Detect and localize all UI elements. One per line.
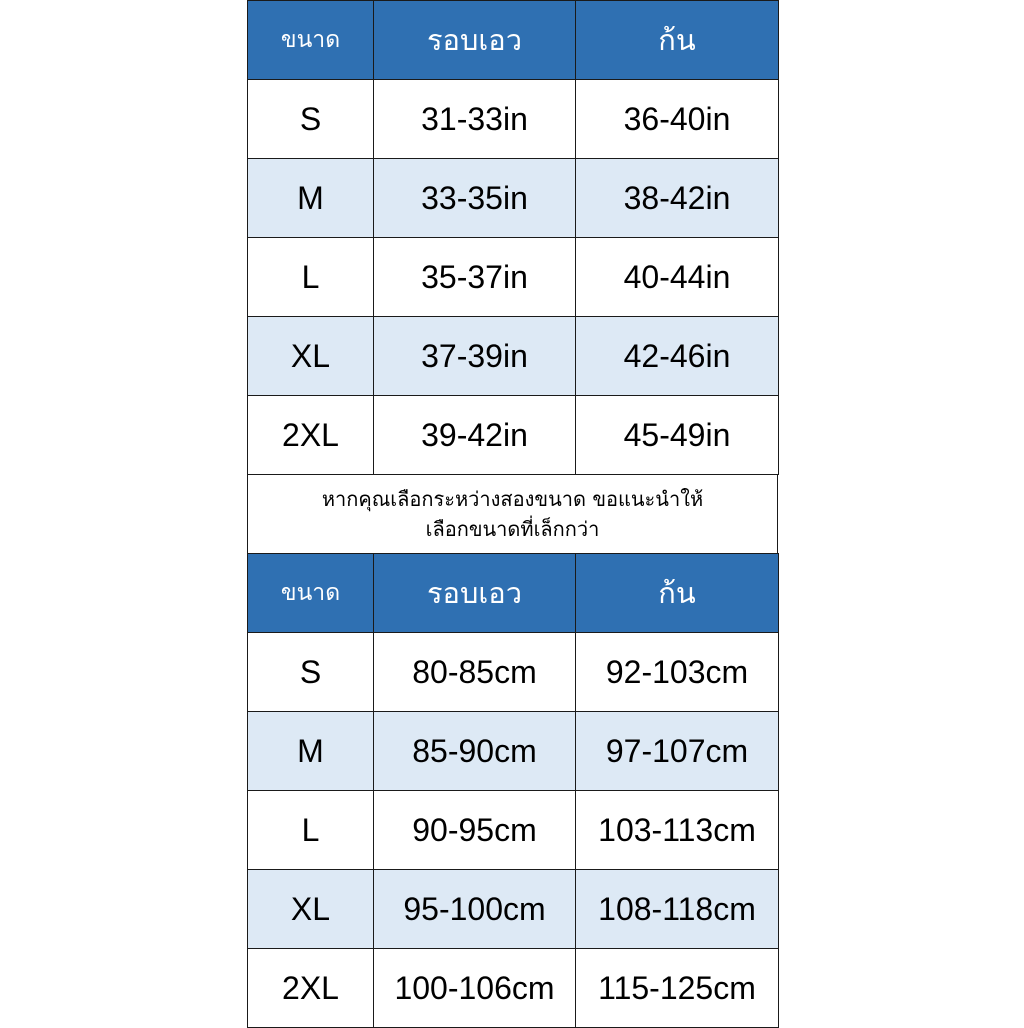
column-header-waist: รอบเอว [374, 1, 576, 80]
waist-cell: 80-85cm [374, 633, 576, 712]
size-cell: S [248, 633, 374, 712]
waist-cell: 100-106cm [374, 949, 576, 1028]
size-advice-line-1: หากคุณเลือกระหว่างสองขนาด ขอแนะนำให้ [321, 487, 704, 511]
column-header-waist: รอบเอว [374, 554, 576, 633]
hip-cell: 42-46in [576, 317, 779, 396]
waist-cell: 31-33in [374, 80, 576, 159]
hip-cell: 92-103cm [576, 633, 779, 712]
size-advice-line-2: เลือกขนาดที่เล็กกว่า [425, 517, 600, 541]
hip-cell: 97-107cm [576, 712, 779, 791]
waist-cell: 39-42in [374, 396, 576, 475]
size-cell: XL [248, 870, 374, 949]
table-header-row [248, 554, 779, 633]
size-advice-note [247, 475, 778, 553]
table-row [248, 317, 779, 396]
waist-cell: 35-37in [374, 238, 576, 317]
hip-cell: 40-44in [576, 238, 779, 317]
table-row [248, 791, 779, 870]
size-cell: S [248, 80, 374, 159]
size-table-centimeters [247, 553, 779, 1028]
column-header-size: ขนาด [248, 554, 374, 633]
table-header-row [248, 1, 779, 80]
waist-cell: 95-100cm [374, 870, 576, 949]
size-cell: M [248, 712, 374, 791]
size-chart [247, 0, 778, 1024]
size-table-inches [247, 0, 779, 475]
table-row [248, 712, 779, 791]
size-cell: 2XL [248, 949, 374, 1028]
hip-cell: 38-42in [576, 159, 779, 238]
column-header-hip: ก้น [576, 554, 779, 633]
waist-cell: 33-35in [374, 159, 576, 238]
table-row [248, 396, 779, 475]
table-row [248, 80, 779, 159]
size-cell: L [248, 238, 374, 317]
table-row [248, 633, 779, 712]
size-cell: XL [248, 317, 374, 396]
hip-cell: 108-118cm [576, 870, 779, 949]
hip-cell: 103-113cm [576, 791, 779, 870]
column-header-size: ขนาด [248, 1, 374, 80]
waist-cell: 37-39in [374, 317, 576, 396]
size-cell: M [248, 159, 374, 238]
column-header-hip: ก้น [576, 1, 779, 80]
size-cell: L [248, 791, 374, 870]
hip-cell: 115-125cm [576, 949, 779, 1028]
waist-cell: 85-90cm [374, 712, 576, 791]
table-row [248, 949, 779, 1028]
table-row [248, 870, 779, 949]
hip-cell: 36-40in [576, 80, 779, 159]
table-row [248, 159, 779, 238]
hip-cell: 45-49in [576, 396, 779, 475]
waist-cell: 90-95cm [374, 791, 576, 870]
size-cell: 2XL [248, 396, 374, 475]
table-row [248, 238, 779, 317]
